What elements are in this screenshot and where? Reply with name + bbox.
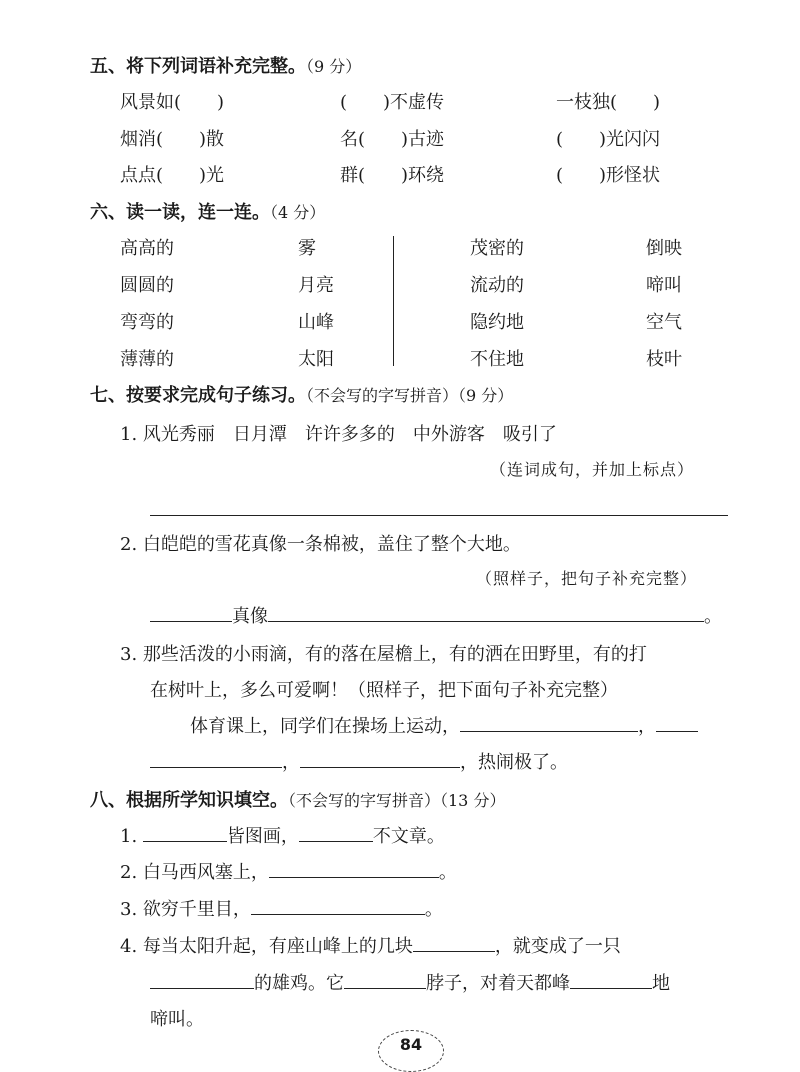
s6-left-a-4: 薄薄的	[120, 349, 174, 370]
section-5-heading: 五、将下列词语补充完整。（9 分）	[90, 56, 362, 77]
s5-item-3: 一枝独( )	[556, 92, 661, 113]
s6-left-b-2: 月亮	[298, 275, 334, 296]
s5-item-1: 风景如( )	[120, 92, 225, 113]
s6-right-a-3: 隐约地	[470, 312, 524, 333]
page-number: 84	[378, 1030, 444, 1072]
s7-q3-line1: 3. 那些活泼的小雨滴，有的落在屋檐上，有的洒在田野里，有的打	[120, 644, 647, 665]
s6-right-b-1: 倒映	[646, 238, 682, 259]
s6-right-a-4: 不住地	[470, 349, 524, 370]
s8-q2-blank[interactable]	[269, 876, 439, 878]
s5-item-9: ( )形怪状	[556, 165, 661, 186]
s8-q4-blank-3[interactable]	[344, 987, 426, 989]
s5-item-4: 烟消( )散	[120, 129, 225, 150]
section-6-heading: 六、读一读，连一连。（4 分）	[90, 202, 326, 223]
s8-q1-blank-1[interactable]	[143, 840, 227, 842]
s6-right-b-4: 枝叶	[646, 349, 682, 370]
s7-q1: 1. 风光秀丽 日月潭 许许多多的 中外游客 吸引了	[120, 424, 557, 445]
s5-item-6: ( )光闪闪	[556, 129, 661, 150]
s6-right-a-1: 茂密的	[470, 238, 524, 259]
s8-q4-line2: 的雄鸡。它 脖子，对着天都峰 地	[150, 969, 670, 995]
s8-q4-blank-4[interactable]	[570, 987, 652, 989]
section-7-heading: 七、按要求完成句子练习。（不会写的字写拼音）（9 分）	[90, 385, 514, 406]
s6-right-a-2: 流动的	[470, 275, 524, 296]
s6-left-a-1: 高高的	[120, 238, 174, 259]
s6-left-b-3: 山峰	[298, 312, 334, 333]
s7-q2-fill: 真像 。	[150, 602, 722, 628]
s7-q3-blank-4[interactable]	[300, 766, 460, 768]
s8-q1: 1. 皆图画， 不文章。	[120, 826, 445, 847]
s5-item-7: 点点( )光	[120, 165, 225, 186]
s5-item-2: ( )不虚传	[340, 92, 445, 113]
section-8-heading: 八、根据所学知识填空。（不会写的字写拼音）（13 分）	[90, 790, 506, 811]
s7-q1-answer-line[interactable]	[150, 515, 728, 516]
s6-left-b-1: 雾	[298, 238, 316, 259]
s8-q3-blank[interactable]	[251, 913, 425, 915]
column-divider	[393, 236, 394, 366]
s8-q4-blank-2[interactable]	[150, 987, 254, 989]
s5-item-5: 名( )古迹	[340, 129, 445, 150]
s7-q3-line3: 体育课上，同学们在操场上运动， ，	[190, 712, 698, 738]
s8-q3: 3. 欲穷千里目， 。	[120, 899, 443, 920]
s8-q2: 2. 白马西风塞上， 。	[120, 862, 457, 883]
s7-q3-blank-3[interactable]	[150, 766, 282, 768]
s6-right-b-2: 啼叫	[646, 275, 682, 296]
s7-q2-blank-1[interactable]	[150, 620, 232, 622]
s7-q3-blank-1[interactable]	[460, 730, 638, 732]
s8-q4-line1: 4. 每当太阳升起，有座山峰上的几块 ，就变成了一只	[120, 936, 621, 957]
s6-left-a-2: 圆圆的	[120, 275, 174, 296]
s7-q3-blank-2[interactable]	[656, 730, 698, 732]
s5-item-8: 群( )环绕	[340, 165, 445, 186]
s6-left-b-4: 太阳	[298, 349, 334, 370]
s6-right-b-3: 空气	[646, 312, 682, 333]
s7-q2: 2. 白皑皑的雪花真像一条棉被，盖住了整个大地。	[120, 534, 521, 555]
s7-q2-blank-2[interactable]	[268, 620, 704, 622]
s8-q1-blank-2[interactable]	[299, 840, 373, 842]
s7-q3-line2: 在树叶上，多么可爱啊！（照样子，把下面句子补充完整）	[150, 680, 618, 701]
s7-q1-hint: （连词成句，并加上标点）	[490, 460, 695, 479]
s7-q3-line4: ， ，热闹极了。	[150, 748, 568, 774]
s6-left-a-3: 弯弯的	[120, 312, 174, 333]
s8-q4-blank-1[interactable]	[413, 950, 495, 952]
s7-q2-hint: （照样子，把句子补充完整）	[476, 569, 698, 588]
s8-q4-line3: 啼叫。	[150, 1009, 204, 1030]
